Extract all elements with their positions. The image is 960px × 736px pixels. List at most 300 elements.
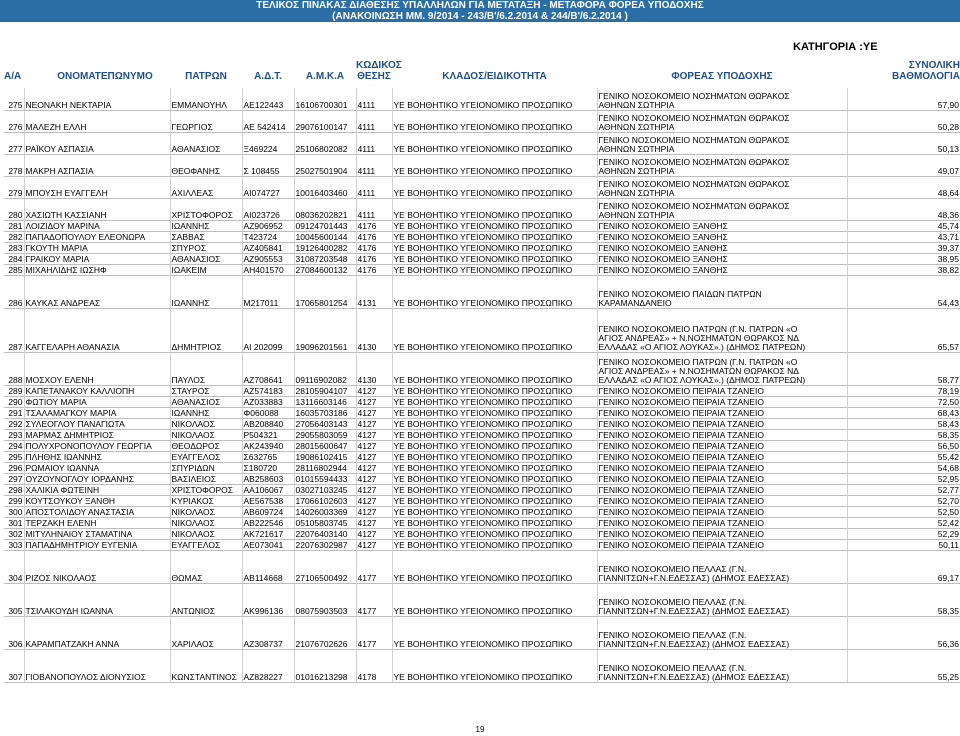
cell-branch: ΥΕ ΒΟΗΘΗΤΙΚΟ ΥΓΕΙΟΝΟΜΙΚΟ ΠΡΟΣΩΠΙΚΟ xyxy=(392,275,597,308)
cell-score: 56,50 xyxy=(847,440,960,451)
column-header-score xyxy=(847,60,960,82)
agency-line: ΑΘΗΝΩΝ ΣΩΤΗΡΙΑ xyxy=(598,165,675,176)
table-row xyxy=(4,539,960,550)
cell-aa: 276 xyxy=(8,121,23,132)
page-number: 19 xyxy=(475,725,485,734)
cell-adt: ΑΖ033883 xyxy=(242,396,294,407)
cell-father: ΑΘΑΝΑΣΙΟΣ xyxy=(170,132,242,154)
cell-adt: Σ 108455 xyxy=(242,154,294,176)
cell-amka: 08036202821 xyxy=(294,198,356,220)
agency-line: ΑΘΗΝΩΝ ΣΩΤΗΡΙΑ xyxy=(598,99,675,110)
cell-amka: 17065801254 xyxy=(294,275,356,308)
table-row xyxy=(4,473,960,484)
agency-line: ΓΕΝΙΚΟ ΝΟΣΟΚΟΜΕΙΟ ΞΑΝΘΗΣ xyxy=(598,253,728,264)
cell-name: ΚΑΓΓΕΛΑΡΗ ΑΘΑΝΑΣΙΑ xyxy=(24,308,170,352)
cell-agency xyxy=(597,264,847,275)
agency-line: ΓΙΑΝΝΙΤΣΩΝ+Γ.Ν.ΕΔΕΣΣΑΣ) (ΔΗΜΟΣ ΕΔΕΣΣΑΣ) xyxy=(598,605,790,616)
cell-agency xyxy=(597,616,847,649)
cell-adt: Τ423724 xyxy=(242,231,294,242)
cell-amka: 28015600647 xyxy=(294,440,356,451)
agency-line: ΓΕΝΙΚΟ ΝΟΣΟΚΟΜΕΙΟ ΠΕΙΡΑΙΑ ΤΖΑΝΕΙΟ xyxy=(598,495,764,506)
cell-father: ΝΙΚΟΛΑΟΣ xyxy=(170,506,242,517)
cell-name: ΠΑΠΑΔΗΜΗΤΡΙΟΥ ΕΥΓΕΝΙΑ xyxy=(24,539,170,550)
cell-name: ΜΟΣΧΟΥ ΕΛΕΝΗ xyxy=(24,352,170,385)
cell-adt: ΑΒ208840 xyxy=(242,418,294,429)
agency-line: ΑΘΗΝΩΝ ΣΩΤΗΡΙΑ xyxy=(598,187,675,198)
agency-line: ΑΓΙΟΣ ΑΝΔΡΕΑΣ» + Ν.ΝΟΣΗΜΑΤΩΝ ΘΩΡΑΚΟΣ ΝΔ xyxy=(598,365,799,376)
cell-score: 58,77 xyxy=(847,352,960,385)
cell-adt: Σ632765 xyxy=(242,451,294,462)
cell-aa: 301 xyxy=(8,517,23,528)
cell-adt: Μ217011 xyxy=(242,275,294,308)
cell-branch: ΥΕ ΒΟΗΘΗΤΙΚΟ ΥΓΕΙΟΝΟΜΙΚΟ ΠΡΟΣΩΠΙΚΟ xyxy=(392,88,597,110)
cell-amka: 31087203548 xyxy=(294,253,356,264)
cell-code: 4111 xyxy=(356,198,392,220)
cell-aa: 304 xyxy=(8,572,23,583)
cell-amka: 16035703186 xyxy=(294,407,356,418)
cell-amka: 29055803059 xyxy=(294,429,356,440)
cell-code: 4127 xyxy=(356,407,392,418)
cell-father: ΝΙΚΟΛΑΟΣ xyxy=(170,418,242,429)
table-row xyxy=(4,649,960,682)
cell-score: 65,57 xyxy=(847,308,960,352)
cell-branch: ΥΕ ΒΟΗΘΗΤΙΚΟ ΥΓΕΙΟΝΟΜΙΚΟ ΠΡΟΣΩΠΙΚΟ xyxy=(392,110,597,132)
cell-code: 4111 xyxy=(356,154,392,176)
table-row xyxy=(4,506,960,517)
cell-score: 54,68 xyxy=(847,462,960,473)
table-row xyxy=(4,583,960,616)
cell-code: 4176 xyxy=(356,231,392,242)
cell-father: ΚΥΡΙΑΚΟΣ xyxy=(170,495,242,506)
cell-adt: ΑΒ609724 xyxy=(242,506,294,517)
cell-agency xyxy=(597,440,847,451)
cell-code: 4111 xyxy=(356,176,392,198)
table-row xyxy=(4,231,960,242)
cell-amka: 29076100147 xyxy=(294,110,356,132)
agency-line: ΑΘΗΝΩΝ ΣΩΤΗΡΙΑ xyxy=(598,121,675,132)
cell-aa: 278 xyxy=(8,165,23,176)
cell-father: ΙΩΑΝΝΗΣ xyxy=(170,275,242,308)
table-row xyxy=(4,429,960,440)
cell-aa: 299 xyxy=(8,495,23,506)
agency-line: ΓΕΝΙΚΟ ΝΟΣΟΚΟΜΕΙΟ ΠΕΙΡΑΙΑ ΤΖΑΝΕΙΟ xyxy=(598,473,764,484)
cell-aa: 275 xyxy=(8,99,23,110)
cell-score: 52,95 xyxy=(847,473,960,484)
cell-score: 58,35 xyxy=(847,583,960,616)
cell-adt: ΑΕ567538 xyxy=(242,495,294,506)
table-row xyxy=(4,440,960,451)
cell-name: ΠΑΠΑΔΟΠΟΥΛΟΥ ΕΛΕΟΝΩΡΑ xyxy=(24,231,170,242)
agency-line: ΓΕΝΙΚΟ ΝΟΣΟΚΟΜΕΙΟ ΠΕΙΡΑΙΑ ΤΖΑΝΕΙΟ xyxy=(598,517,764,528)
table-row xyxy=(4,198,960,220)
cell-name: ΣΥΛΕΟΓΛΟΥ ΠΑΝΑΓΙΩΤΑ xyxy=(24,418,170,429)
cell-code: 4176 xyxy=(356,220,392,231)
cell-amka: 27056403143 xyxy=(294,418,356,429)
cell-name: ΤΕΡΖΑΚΗ ΕΛΕΝΗ xyxy=(24,517,170,528)
cell-code: 4127 xyxy=(356,451,392,462)
cell-name: ΤΣΙΛΑΚΟΥΔΗ ΙΩΑΝΝΑ xyxy=(24,583,170,616)
cell-branch: ΥΕ ΒΟΗΘΗΤΙΚΟ ΥΓΕΙΟΝΟΜΙΚΟ ΠΡΟΣΩΠΙΚΟ xyxy=(392,220,597,231)
cell-amka: 28105904107 xyxy=(294,385,356,396)
cell-father: ΣΠΥΡΙΔΩΝ xyxy=(170,462,242,473)
cell-name: ΜΑΚΡΗ ΑΣΠΑΣΙΑ xyxy=(24,154,170,176)
cell-aa: 303 xyxy=(8,539,23,550)
cell-score: 52,42 xyxy=(847,517,960,528)
cell-adt: ΑΖ906952 xyxy=(242,220,294,231)
cell-amka: 17066102603 xyxy=(294,495,356,506)
cell-agency xyxy=(597,407,847,418)
cell-branch: ΥΕ ΒΟΗΘΗΤΙΚΟ ΥΓΕΙΟΝΟΜΙΚΟ ΠΡΟΣΩΠΙΚΟ xyxy=(392,506,597,517)
table-row xyxy=(4,550,960,583)
cell-code: 4127 xyxy=(356,385,392,396)
cell-father: ΧΡΙΣΤΟΦΟΡΟΣ xyxy=(170,198,242,220)
cell-name: ΡΑΪΚΟΥ ΑΣΠΑΣΙΑ xyxy=(24,132,170,154)
cell-branch: ΥΕ ΒΟΗΘΗΤΙΚΟ ΥΓΕΙΟΝΟΜΙΚΟ ΠΡΟΣΩΠΙΚΟ xyxy=(392,484,597,495)
column-header-aa: Α/Α xyxy=(4,71,22,82)
cell-adt: ΑΖ574183 xyxy=(242,385,294,396)
cell-amka: 08075903503 xyxy=(294,583,356,616)
cell-name: ΚΑΥΚΑΣ ΑΝΔΡΕΑΣ xyxy=(24,275,170,308)
cell-code: 4127 xyxy=(356,462,392,473)
agency-line: ΓΕΝΙΚΟ ΝΟΣΟΚΟΜΕΙΟ ΠΕΛΛΑΣ (Γ.Ν. xyxy=(598,563,747,574)
cell-branch: ΥΕ ΒΟΗΘΗΤΙΚΟ ΥΓΕΙΟΝΟΜΙΚΟ ΠΡΟΣΩΠΙΚΟ xyxy=(392,418,597,429)
cell-aa: 293 xyxy=(8,429,23,440)
cell-name: ΝΕΟΝΑΚΗ ΝΕΚΤΑΡΙΑ xyxy=(24,88,170,110)
agency-line: ΓΕΝΙΚΟ ΝΟΣΟΚΟΜΕΙΟ ΠΑΤΡΩΝ (Γ.Ν. ΠΑΤΡΩΝ «Ο xyxy=(598,323,798,334)
cell-code: 4127 xyxy=(356,495,392,506)
cell-aa: 292 xyxy=(8,418,23,429)
cell-score: 43,71 xyxy=(847,231,960,242)
agency-line: ΚΑΡΑΜΑΝΔΑΝΕΙΟ xyxy=(598,297,672,308)
agency-line: ΓΕΝΙΚΟ ΝΟΣΟΚΟΜΕΙΟ ΝΟΣΗΜΑΤΩΝ ΘΩΡΑΚΟΣ xyxy=(598,112,790,123)
agency-line: ΓΕΝΙΚΟ ΝΟΣΟΚΟΜΕΙΟ ΝΟΣΗΜΑΤΩΝ ΘΩΡΑΚΟΣ xyxy=(598,156,790,167)
cell-adt: ΑΕ122443 xyxy=(242,88,294,110)
table-row xyxy=(4,418,960,429)
cell-agency xyxy=(597,275,847,308)
agency-line: ΓΕΝΙΚΟ ΝΟΣΟΚΟΜΕΙΟ ΞΑΝΘΗΣ xyxy=(598,231,728,242)
cell-agency xyxy=(597,88,847,110)
cell-aa: 289 xyxy=(8,385,23,396)
cell-father: ΣΠΥΡΟΣ xyxy=(170,242,242,253)
column-header-agency: ΦΟΡΕΑΣ ΥΠΟΔΟΧΗΣ xyxy=(671,71,773,82)
cell-father: ΙΩΑΚΕΙΜ xyxy=(170,264,242,275)
cell-score: 55,42 xyxy=(847,451,960,462)
cell-branch: ΥΕ ΒΟΗΘΗΤΙΚΟ ΥΓΕΙΟΝΟΜΙΚΟ ΠΡΟΣΩΠΙΚΟ xyxy=(392,264,597,275)
cell-branch: ΥΕ ΒΟΗΘΗΤΙΚΟ ΥΓΕΙΟΝΟΜΙΚΟ ΠΡΟΣΩΠΙΚΟ xyxy=(392,132,597,154)
cell-branch: ΥΕ ΒΟΗΘΗΤΙΚΟ ΥΓΕΙΟΝΟΜΙΚΟ ΠΡΟΣΩΠΙΚΟ xyxy=(392,352,597,385)
document-title-line-1: ΤΕΛΙΚΟΣ ΠΙΝΑΚΑΣ ΔΙΑΘΕΣΗΣ ΥΠΑΛΛΗΛΩΝ ΓΙΑ ΜΕΤΑΤΑΞΗ - ΜΕΤΑΦΟΡΑ ΦΟΡΕΑ ΥΠΟΔΟΧΗΣ xyxy=(256,0,704,11)
column-header-score-top: ΣΥΝΟΛΙΚΗ xyxy=(908,60,960,71)
cell-adt: ΑΒ258603 xyxy=(242,473,294,484)
table-row xyxy=(4,385,960,396)
cell-name: ΛΟΙΖΙΔΟΥ ΜΑΡΙΝΑ xyxy=(24,220,170,231)
cell-agency xyxy=(597,462,847,473)
cell-aa: 282 xyxy=(8,231,23,242)
cell-father: ΣΤΑΥΡΟΣ xyxy=(170,385,242,396)
cell-score: 38,82 xyxy=(847,264,960,275)
column-header-score-bottom: ΒΑΘΜΟΛΟΓΙΑ xyxy=(892,71,960,82)
cell-aa: 279 xyxy=(8,187,23,198)
category-label: ΚΑΤΗΓΟΡΙΑ :ΥΕ xyxy=(793,41,878,53)
agency-line: ΓΕΝΙΚΟ ΝΟΣΟΚΟΜΕΙΟ ΠΕΛΛΑΣ (Γ.Ν. xyxy=(598,662,747,673)
cell-code: 4127 xyxy=(356,396,392,407)
cell-aa: 298 xyxy=(8,484,23,495)
cell-agency xyxy=(597,429,847,440)
cell-agency xyxy=(597,308,847,352)
cell-score: 57,90 xyxy=(847,88,960,110)
allocation-table xyxy=(4,88,960,683)
agency-line: ΑΘΗΝΩΝ ΣΩΤΗΡΙΑ xyxy=(598,143,675,154)
cell-code: 4176 xyxy=(356,242,392,253)
cell-amka: 10016403460 xyxy=(294,176,356,198)
cell-father: ΑΝΤΩΝΙΟΣ xyxy=(170,583,242,616)
cell-code: 4111 xyxy=(356,88,392,110)
table-row xyxy=(4,275,960,308)
cell-name: ΓΡΑΙΚΟΥ ΜΑΡΙΑ xyxy=(24,253,170,264)
cell-agency xyxy=(597,176,847,198)
agency-line: ΓΕΝΙΚΟ ΝΟΣΟΚΟΜΕΙΟ ΠΕΙΡΑΙΑ ΤΖΑΝΕΙΟ xyxy=(598,418,764,429)
cell-amka: 10045600144 xyxy=(294,231,356,242)
agency-line: ΓΕΝΙΚΟ ΝΟΣΟΚΟΜΕΙΟ ΝΟΣΗΜΑΤΩΝ ΘΩΡΑΚΟΣ xyxy=(598,200,790,211)
cell-father: ΝΙΚΟΛΑΟΣ xyxy=(170,528,242,539)
cell-branch: ΥΕ ΒΟΗΘΗΤΙΚΟ ΥΓΕΙΟΝΟΜΙΚΟ ΠΡΟΣΩΠΙΚΟ xyxy=(392,429,597,440)
cell-adt: ΑΙ023726 xyxy=(242,198,294,220)
cell-aa: 288 xyxy=(8,374,23,385)
cell-branch: ΥΕ ΒΟΗΘΗΤΙΚΟ ΥΓΕΙΟΝΟΜΙΚΟ ΠΡΟΣΩΠΙΚΟ xyxy=(392,176,597,198)
cell-code: 4131 xyxy=(356,275,392,308)
cell-code: 4111 xyxy=(356,110,392,132)
cell-father: ΘΩΜΑΣ xyxy=(170,550,242,583)
agency-line: ΓΕΝΙΚΟ ΝΟΣΟΚΟΜΕΙΟ ΠΑΙΔΩΝ ΠΑΤΡΩΝ xyxy=(598,288,762,299)
cell-amka: 25106802082 xyxy=(294,132,356,154)
cell-branch: ΥΕ ΒΟΗΘΗΤΙΚΟ ΥΓΕΙΟΝΟΜΙΚΟ ΠΡΟΣΩΠΙΚΟ xyxy=(392,407,597,418)
cell-father: ΠΑΥΛΟΣ xyxy=(170,352,242,385)
table-row xyxy=(4,176,960,198)
table-row xyxy=(4,352,960,385)
cell-aa: 296 xyxy=(8,462,23,473)
cell-father: ΓΕΩΡΓΙΟΣ xyxy=(170,110,242,132)
agency-line: ΓΙΑΝΝΙΤΣΩΝ+Γ.Ν.ΕΔΕΣΣΑΣ) (ΔΗΜΟΣ ΕΔΕΣΣΑΣ) xyxy=(598,572,790,583)
cell-score: 39,37 xyxy=(847,242,960,253)
cell-branch: ΥΕ ΒΟΗΘΗΤΙΚΟ ΥΓΕΙΟΝΟΜΙΚΟ ΠΡΟΣΩΠΙΚΟ xyxy=(392,198,597,220)
cell-father: ΧΡΙΣΤΟΦΟΡΟΣ xyxy=(170,484,242,495)
cell-code: 4177 xyxy=(356,550,392,583)
cell-adt: Φ060088 xyxy=(242,407,294,418)
cell-agency xyxy=(597,253,847,264)
column-header-name: ΟΝΟΜΑΤΕΠΩΝΥΜΟ xyxy=(57,71,153,82)
table-row xyxy=(4,264,960,275)
cell-score: 52,70 xyxy=(847,495,960,506)
cell-adt: ΑΗ401570 xyxy=(242,264,294,275)
cell-name: ΠΟΛΥΧΡΟΝΟΠΟΥΛΟΥ ΓΕΩΡΓΙΑ xyxy=(24,440,170,451)
cell-adt: ΑΖ828227 xyxy=(242,649,294,682)
cell-father: ΘΕΟΦΑΝΗΣ xyxy=(170,154,242,176)
cell-agency xyxy=(597,198,847,220)
cell-agency xyxy=(597,385,847,396)
cell-adt: ΑΚ721617 xyxy=(242,528,294,539)
cell-amka: 16106700301 xyxy=(294,88,356,110)
cell-name: ΑΠΟΣΤΟΛΙΔΟΥ ΑΝΑΣΤΑΣΙΑ xyxy=(24,506,170,517)
cell-score: 48,64 xyxy=(847,176,960,198)
cell-branch: ΥΕ ΒΟΗΘΗΤΙΚΟ ΥΓΕΙΟΝΟΜΙΚΟ ΠΡΟΣΩΠΙΚΟ xyxy=(392,308,597,352)
agency-line: ΓΕΝΙΚΟ ΝΟΣΟΚΟΜΕΙΟ ΠΕΙΡΑΙΑ ΤΖΑΝΕΙΟ xyxy=(598,440,764,451)
cell-agency xyxy=(597,528,847,539)
agency-line: ΓΕΝΙΚΟ ΝΟΣΟΚΟΜΕΙΟ ΞΑΝΘΗΣ xyxy=(598,264,728,275)
agency-line: ΕΛΛΑΔΑΣ «Ο ΑΓΙΟΣ ΛΟΥΚΑΣ».) (ΔΗΜΟΣ ΠΑΤΡΕΩΝ) xyxy=(598,374,806,385)
cell-branch: ΥΕ ΒΟΗΘΗΤΙΚΟ ΥΓΕΙΟΝΟΜΙΚΟ ΠΡΟΣΩΠΙΚΟ xyxy=(392,583,597,616)
cell-amka: 13116603146 xyxy=(294,396,356,407)
cell-score: 69,17 xyxy=(847,550,960,583)
cell-score: 52,77 xyxy=(847,484,960,495)
column-header-amka: Α.Μ.Κ.Α xyxy=(305,71,345,82)
cell-father: ΑΘΑΝΑΣΙΟΣ xyxy=(170,253,242,264)
agency-line: ΓΕΝΙΚΟ ΝΟΣΟΚΟΜΕΙΟ ΞΑΝΘΗΣ xyxy=(598,220,728,231)
cell-amka: 01016213298 xyxy=(294,649,356,682)
cell-code: 4176 xyxy=(356,253,392,264)
column-header-branch: ΚΛΑΔΟΣ/ΕΙΔΙΚΟΤΗΤΑ xyxy=(442,71,547,82)
cell-amka: 09124701443 xyxy=(294,220,356,231)
cell-aa: 294 xyxy=(8,440,23,451)
cell-father: ΑΘΑΝΑΣΙΟΣ xyxy=(170,396,242,407)
cell-score: 58,43 xyxy=(847,418,960,429)
cell-aa: 300 xyxy=(8,506,23,517)
cell-score: 49,07 xyxy=(847,154,960,176)
column-header-table xyxy=(4,60,960,82)
cell-code: 4127 xyxy=(356,528,392,539)
cell-amka: 03027103245 xyxy=(294,484,356,495)
cell-code: 4127 xyxy=(356,473,392,484)
cell-code: 4127 xyxy=(356,539,392,550)
table-row xyxy=(4,308,960,352)
cell-name: ΚΑΡΑΜΠΑΤΖΑΚΗ ΑΝΝΑ xyxy=(24,616,170,649)
table-body xyxy=(4,88,960,682)
cell-code: 4130 xyxy=(356,308,392,352)
cell-aa: 290 xyxy=(8,396,23,407)
cell-branch: ΥΕ ΒΟΗΘΗΤΙΚΟ ΥΓΕΙΟΝΟΜΙΚΟ ΠΡΟΣΩΠΙΚΟ xyxy=(392,440,597,451)
document-title-line-2: (ΑΝΑΚΟΙΝΩΣΗ ΜΜ. 9/2014 - 243/Β'/6.2.2014 & 244/Β'/6.2.2014 ) xyxy=(332,11,628,22)
table-row xyxy=(4,528,960,539)
cell-father: ΝΙΚΟΛΑΟΣ xyxy=(170,517,242,528)
cell-aa: 307 xyxy=(8,671,23,682)
cell-agency xyxy=(597,132,847,154)
table-row xyxy=(4,396,960,407)
cell-father: ΔΗΜΗΤΡΙΟΣ xyxy=(170,308,242,352)
agency-line: ΓΕΝΙΚΟ ΝΟΣΟΚΟΜΕΙΟ ΞΑΝΘΗΣ xyxy=(598,242,728,253)
cell-aa: 281 xyxy=(8,220,23,231)
agency-line: ΓΙΑΝΝΙΤΣΩΝ+Γ.Ν.ΕΔΕΣΣΑΣ) (ΔΗΜΟΣ ΕΔΕΣΣΑΣ) xyxy=(598,638,790,649)
cell-name: ΡΩΜΑΙΟΥ ΙΩΑΝΝΑ xyxy=(24,462,170,473)
cell-aa: 283 xyxy=(8,242,23,253)
cell-name: ΜΙΤΥΛΗΝΑΙΟΥ ΣΤΑΜΑΤΙΝΑ xyxy=(24,528,170,539)
agency-line: ΑΓΙΟΣ ΑΝΔΡΕΑΣ» + Ν.ΝΟΣΗΜΑΤΩΝ ΘΩΡΑΚΟΣ ΝΔ xyxy=(598,332,799,343)
table-row xyxy=(4,495,960,506)
cell-amka: 01015594433 xyxy=(294,473,356,484)
cell-code: 4130 xyxy=(356,352,392,385)
cell-code: 4127 xyxy=(356,418,392,429)
cell-amka: 14026003369 xyxy=(294,506,356,517)
cell-code: 4178 xyxy=(356,649,392,682)
cell-code: 4111 xyxy=(356,132,392,154)
cell-branch: ΥΕ ΒΟΗΘΗΤΙΚΟ ΥΓΕΙΟΝΟΜΙΚΟ ΠΡΟΣΩΠΙΚΟ xyxy=(392,539,597,550)
cell-father: ΕΜΜΑΝΟΥΗΛ xyxy=(170,88,242,110)
cell-amka: 27106500492 xyxy=(294,550,356,583)
cell-aa: 295 xyxy=(8,451,23,462)
agency-line: ΓΕΝΙΚΟ ΝΟΣΟΚΟΜΕΙΟ ΠΕΙΡΑΙΑ ΤΖΑΝΕΙΟ xyxy=(598,407,764,418)
cell-branch: ΥΕ ΒΟΗΘΗΤΙΚΟ ΥΓΕΙΟΝΟΜΙΚΟ ΠΡΟΣΩΠΙΚΟ xyxy=(392,385,597,396)
cell-adt: Ρ504321 xyxy=(242,429,294,440)
cell-name: ΡΙΖΟΣ ΝΙΚΟΛΑΟΣ xyxy=(24,550,170,583)
cell-amka: 09116902082 xyxy=(294,352,356,385)
cell-aa: 284 xyxy=(8,253,23,264)
cell-name: ΟΥΖΟΥΝΟΓΛΟΥ ΙΟΡΔΑΝΗΣ xyxy=(24,473,170,484)
cell-agency xyxy=(597,242,847,253)
cell-adt: ΑΖ308737 xyxy=(242,616,294,649)
cell-agency xyxy=(597,649,847,682)
table-row xyxy=(4,517,960,528)
cell-agency xyxy=(597,110,847,132)
table-row xyxy=(4,616,960,649)
cell-name: ΦΩΤΙΟΥ ΜΑΡΙΑ xyxy=(24,396,170,407)
cell-code: 4127 xyxy=(356,440,392,451)
cell-aa: 305 xyxy=(8,605,23,616)
agency-line: ΓΕΝΙΚΟ ΝΟΣΟΚΟΜΕΙΟ ΝΟΣΗΜΑΤΩΝ ΘΩΡΑΚΟΣ xyxy=(598,90,790,101)
cell-adt: ΑΚ243940 xyxy=(242,440,294,451)
cell-adt: ΑΖ708641 xyxy=(242,352,294,385)
cell-branch: ΥΕ ΒΟΗΘΗΤΙΚΟ ΥΓΕΙΟΝΟΜΙΚΟ ΠΡΟΣΩΠΙΚΟ xyxy=(392,473,597,484)
cell-adt: ΑΖ905553 xyxy=(242,253,294,264)
column-header-code xyxy=(356,60,402,82)
cell-name: ΜΑΛΕΖΗ ΕΛΛΗ xyxy=(24,110,170,132)
cell-adt: ΑΙ074727 xyxy=(242,176,294,198)
cell-name: ΜΠΟΥΣΗ ΕΥΑΓΓΕΛΗ xyxy=(24,176,170,198)
column-header-adt: Α.Δ.Τ. xyxy=(254,71,282,82)
cell-amka: 19086102415 xyxy=(294,451,356,462)
table-row xyxy=(4,462,960,473)
cell-name: ΓΙΟΒΑΝΟΠΟΥΛΟΣ ΔΙΟΝΥΣΙΟΣ xyxy=(24,649,170,682)
table-row xyxy=(4,154,960,176)
cell-name: ΚΟΥΤΣΟΥΚΟΥ ΞΑΝΘΗ xyxy=(24,495,170,506)
table-row xyxy=(4,132,960,154)
cell-code: 4127 xyxy=(356,484,392,495)
column-header-code-bottom: ΘΕΣΗΣ xyxy=(357,71,391,82)
cell-code: 4127 xyxy=(356,517,392,528)
agency-line: ΓΕΝΙΚΟ ΝΟΣΟΚΟΜΕΙΟ ΝΟΣΗΜΑΤΩΝ ΘΩΡΑΚΟΣ xyxy=(598,134,790,145)
cell-aa: 287 xyxy=(8,341,23,352)
cell-branch: ΥΕ ΒΟΗΘΗΤΙΚΟ ΥΓΕΙΟΝΟΜΙΚΟ ΠΡΟΣΩΠΙΚΟ xyxy=(392,231,597,242)
cell-agency xyxy=(597,506,847,517)
cell-adt: Σ180720 xyxy=(242,462,294,473)
cell-score: 52,29 xyxy=(847,528,960,539)
cell-branch: ΥΕ ΒΟΗΘΗΤΙΚΟ ΥΓΕΙΟΝΟΜΙΚΟ ΠΡΟΣΩΠΙΚΟ xyxy=(392,495,597,506)
cell-father: ΑΧΙΛΛΕΑΣ xyxy=(170,176,242,198)
cell-amka: 22076403140 xyxy=(294,528,356,539)
cell-adt: ΑΑ106067 xyxy=(242,484,294,495)
cell-branch: ΥΕ ΒΟΗΘΗΤΙΚΟ ΥΓΕΙΟΝΟΜΙΚΟ ΠΡΟΣΩΠΙΚΟ xyxy=(392,649,597,682)
document-title-banner xyxy=(0,0,960,22)
cell-name: ΤΣΑΛΑΜΑΓΚΟΥ ΜΑΡΙΑ xyxy=(24,407,170,418)
agency-line: ΓΕΝΙΚΟ ΝΟΣΟΚΟΜΕΙΟ ΠΑΤΡΩΝ (Γ.Ν. ΠΑΤΡΩΝ «Ο xyxy=(598,356,798,367)
cell-branch: ΥΕ ΒΟΗΘΗΤΙΚΟ ΥΓΕΙΟΝΟΜΙΚΟ ΠΡΟΣΩΠΙΚΟ xyxy=(392,396,597,407)
cell-agency xyxy=(597,583,847,616)
agency-line: ΓΕΝΙΚΟ ΝΟΣΟΚΟΜΕΙΟ ΠΕΛΛΑΣ (Γ.Ν. xyxy=(598,596,747,607)
cell-aa: 280 xyxy=(8,209,23,220)
table-row xyxy=(4,110,960,132)
cell-code: 4177 xyxy=(356,583,392,616)
table-row xyxy=(4,484,960,495)
agency-line: ΓΕΝΙΚΟ ΝΟΣΟΚΟΜΕΙΟ ΠΕΙΡΑΙΑ ΤΖΑΝΕΙΟ xyxy=(598,539,764,550)
cell-branch: ΥΕ ΒΟΗΘΗΤΙΚΟ ΥΓΕΙΟΝΟΜΙΚΟ ΠΡΟΣΩΠΙΚΟ xyxy=(392,528,597,539)
cell-father: ΒΑΣΙΛΕΙΟΣ xyxy=(170,473,242,484)
